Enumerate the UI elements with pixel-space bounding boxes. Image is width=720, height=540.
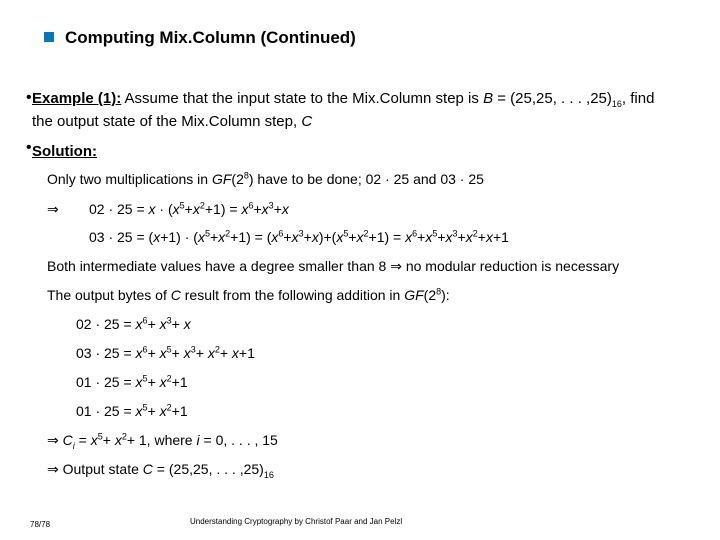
bullet-icon: • (26, 89, 32, 106)
footer-credit: Understanding Cryptography by Christof Paar and Jan Pelzl (190, 517, 403, 526)
solution-intro: Only two multiplications in $GF(2^8)$ have to be done; 02 · 25 and 03 · 25 (47, 170, 484, 187)
sum-line: $03 \cdot 25 = x^6+ x^5+ x^3+ x^2+ x+1$ (76, 344, 255, 361)
solution-label: Solution: (32, 143, 97, 160)
degree-note: Both intermediate values have a degree smaller than 8 ⇒ no modular reduction is necessary (47, 258, 620, 274)
arrow-icon: ⇒ (47, 432, 59, 448)
example-line-2: the output state of the Mix.Column step, C (32, 113, 313, 130)
ci-line: ⇒ $C_i = x^5+ x^2+ 1$, where i = 0, . . . , 15 (47, 431, 278, 451)
sum-line: $01 \cdot 25 = x^5+ x^2+1$ (76, 402, 188, 419)
arrow-icon: ⇒ (47, 201, 59, 217)
slide-title: Computing Mix.Column (Continued) (65, 28, 356, 47)
final-output-line: ⇒ Output state C = (25,25, . . . $,25)_{16}$ (47, 461, 274, 480)
title-square-icon (44, 32, 54, 42)
arrow-icon: ⇒ (47, 461, 59, 477)
output-intro: The output bytes of C result from the following addition in $GF(2^8)$: (47, 286, 450, 303)
sum-line: $01 \cdot 25 = x^5+ x^2+1$ (76, 373, 188, 390)
calc-line-2: $03 \cdot 25 = (x+1) \cdot (x^5+x^2+1) = (x^6+x^3+x)+(x^5+x^2+1) = x^6+x^5+x^3+x^2+x+1$ (89, 228, 509, 245)
page-number: 78/78 (30, 520, 51, 529)
example-label: Example (1): (32, 90, 122, 107)
sum-line: $02 \cdot 25 = x^6+ x^3+ x$ (76, 315, 191, 332)
bullet-icon: • (26, 139, 32, 156)
example-line-1: Example (1): Assume that the input state to the Mix.Column step is B = (25,25, . . . $,25)_{16}$, find (32, 90, 655, 109)
arrow-icon: ⇒ (390, 258, 402, 274)
calc-line-1: $02 \cdot 25 = x \cdot (x^5+x^2+1) = x^6+x^3+x$ (89, 200, 289, 217)
